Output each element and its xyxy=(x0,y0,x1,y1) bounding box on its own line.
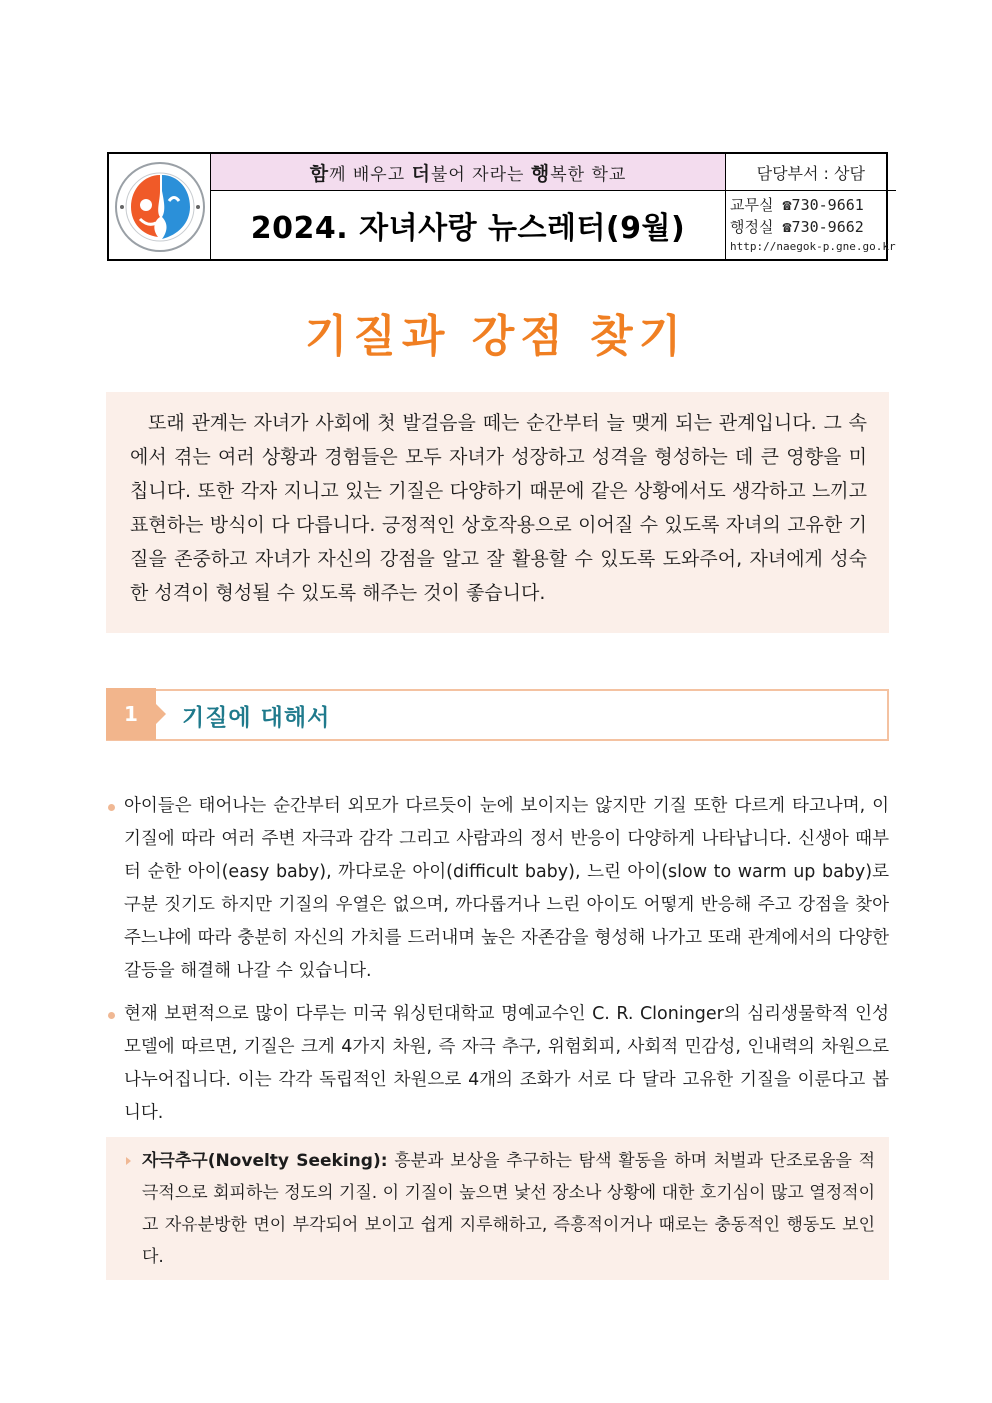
school-slogan xyxy=(211,154,725,191)
section-header xyxy=(106,689,889,741)
department-label: 담당부서 : 상담 xyxy=(726,154,896,191)
contact-label: 교무실 xyxy=(730,196,774,214)
bullet-dot-icon xyxy=(108,804,115,811)
temperament-detail xyxy=(142,1145,875,1273)
school-url-link[interactable]: http://naegok-p.gne.go.kr xyxy=(730,240,896,253)
slogan-text: 께 배우고 xyxy=(329,164,412,185)
section-number: 1 xyxy=(106,688,156,740)
temperament-detail-box xyxy=(106,1137,889,1280)
slogan-text: 복한 학교 xyxy=(550,164,627,185)
logo-cell xyxy=(109,154,211,259)
bullet-item xyxy=(106,790,889,988)
phone-number: ☎730-9662 xyxy=(782,218,864,236)
contact-label: 행정실 xyxy=(730,218,774,236)
triangle-bullet-icon xyxy=(126,1157,131,1165)
bullet-text: 현재 보편적으로 많이 다루는 미국 워싱턴대학교 명예교수인 C. R. Cloninger의 심리생물학적 인성 모델에 따르면, 기질은 크게 4가지 차원, 즉 자극 추구, 위험회피, 사회적 민감성, 인내력의 차원으로 나누어집니다. 이는 각각 독립적인 차원으로 4개의 조화가 서로 다 달라 고유한 기질을 이룬다고 봅니다. xyxy=(124,1004,889,1123)
slogan-text: 불어 자라는 xyxy=(430,164,531,185)
slogan-initial: 더 xyxy=(411,162,431,185)
intro-text: 또래 관계는 자녀가 사회에 첫 발걸음을 떼는 순간부터 늘 맺게 되는 관계입니다. 그 속에서 겪는 여러 상황과 경험들은 모두 자녀가 성장하고 성격을 형성하는 데 큰 영향을 미칩니다. 또한 각자 지니고 있는 기질은 다양하기 때문에 같은 상황에서도 생각하고 느끼고 표현하는 방식이 다 다릅니다. 긍정적인 상호작용으로 이어질 수 있도록 자녀의 고유한 기질을 존중하고 자녀가 자신의 강점을 알고 잘 활용할 수 있도록 도와주어, 자녀에게 성숙한 성격이 형성될 수 있도록 해주는 것이 좋습니다. xyxy=(130,412,867,604)
slogan-initial: 행 xyxy=(530,162,551,185)
slogan-initial: 함 xyxy=(309,162,330,185)
temperament-description: 흥분과 보상을 추구하는 탐색 활동을 하며 처벌과 단조로움을 적극적으로 회피하는 정도의 기질. 이 기질이 높으면 낯선 장소나 상황에 대한 호기심이 많고 열정적이고 자유분방한 면이 부각되어 보이고 쉽게 지루해하고, 즉흥적이거나 때로는 충동적인 행동도 보인다. xyxy=(142,1151,876,1267)
bullet-item xyxy=(106,998,889,1130)
header-title-cell xyxy=(211,154,726,259)
contact-phone xyxy=(730,216,896,238)
newsletter-title: 2024. 자녀사랑 뉴스레터(9월) xyxy=(250,211,686,246)
newsletter-header xyxy=(107,152,896,261)
intro-box xyxy=(106,392,889,633)
school-logo-icon xyxy=(114,161,206,253)
contact-list xyxy=(726,191,896,259)
phone-number: ☎730-9661 xyxy=(782,196,864,214)
contact-phone xyxy=(730,194,896,216)
bullet-text: 아이들은 태어나는 순간부터 외모가 다르듯이 눈에 보이지는 않지만 기질 또한 다르게 타고나며, 이 기질에 따라 여러 주변 자극과 감각 그리고 사람과의 정서 반응이 다양하게 나타납니다. 신생아 때부터 순한 아이(easy baby), 까다로운 아이(difficult baby), 느린 아이(slow to warm up baby)로 구분 짓기도 하지만 기질의 우열은 없으며, 까다롭거나 느린 아이도 어떻게 반응해 주고 강점을 찾아주느냐에 따라 충분히 자신의 가치를 드러내며 높은 자존감을 형성해 나가고 또래 관계에서의 다양한 갈등을 해결해 나갈 수 있습니다. xyxy=(124,796,889,981)
bullet-dot-icon xyxy=(108,1012,115,1019)
section-title: 기질에 대해서 xyxy=(182,704,331,731)
contact-cell xyxy=(726,154,896,259)
page-title: 기질과 강점 찾기 xyxy=(304,311,688,362)
temperament-term: 자극추구(Novelty Seeking): xyxy=(142,1151,388,1171)
